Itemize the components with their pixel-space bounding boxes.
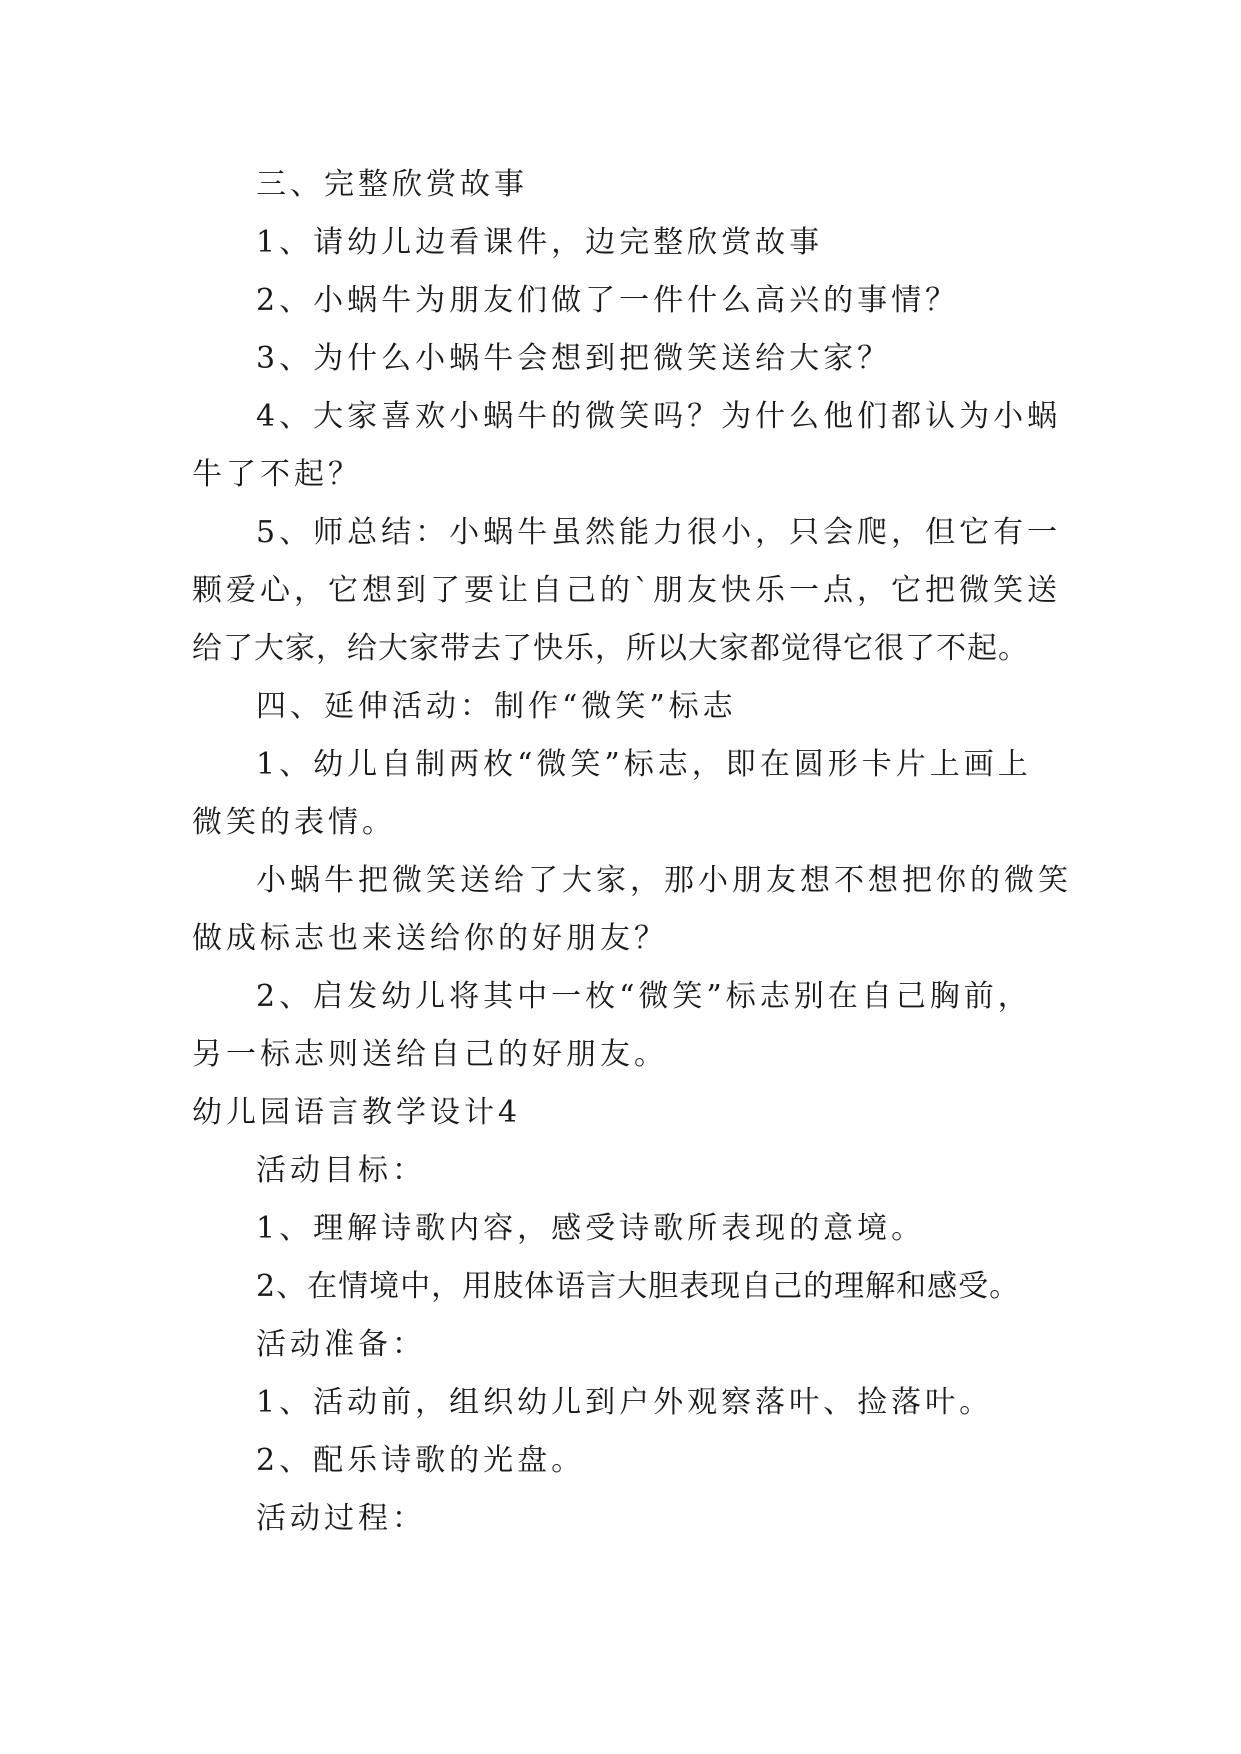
paragraph-line: 2、小蜗牛为朋友们做了一件什么高兴的事情？ xyxy=(256,283,960,318)
paragraph-line: 1、活动前，组织幼儿到户外观察落叶、捡落叶。 xyxy=(256,1385,994,1420)
paragraph-line: 做成标志也来送给你的好朋友？ xyxy=(192,921,668,956)
paragraph-line: 2、配乐诗歌的光盘。 xyxy=(256,1443,586,1478)
paragraph-line: 牛了不起？ xyxy=(192,457,362,492)
document-section-title: 幼儿园语言教学设计4 xyxy=(192,1095,522,1130)
paragraph-line: 微笑的表情。 xyxy=(192,805,396,840)
paragraph-line: 4、大家喜欢小蜗牛的微笑吗？为什么他们都认为小蜗 xyxy=(256,399,1062,434)
paragraph-line: 颗爱心，它想到了要让自己的`朋友快乐一点，它把微笑送 xyxy=(192,573,1061,608)
paragraph-line: 5、师总结：小蜗牛虽然能力很小，只会爬，但它有一 xyxy=(256,515,1062,550)
subheading-activity-goals: 活动目标： xyxy=(256,1153,426,1188)
paragraph-line: 2、在情境中，用肢体语言大胆表现自己的理解和感受。 xyxy=(256,1269,1021,1304)
document-body xyxy=(192,156,1072,1548)
subheading-activity-preparation: 活动准备： xyxy=(256,1327,426,1362)
section-heading-3: 三、完整欣赏故事 xyxy=(256,167,528,202)
paragraph-line: 3、为什么小蜗牛会想到把微笑送给大家？ xyxy=(256,341,892,376)
paragraph-line: 小蜗牛把微笑送给了大家，那小朋友想不想把你的微笑 xyxy=(256,863,1072,898)
paragraph-line: 1、请幼儿边看课件，边完整欣赏故事 xyxy=(256,225,824,260)
paragraph-line: 1、理解诗歌内容，感受诗歌所表现的意境。 xyxy=(256,1211,926,1246)
subheading-activity-process: 活动过程： xyxy=(256,1501,426,1536)
paragraph-line: 1、幼儿自制两枚“微笑”标志，即在圆形卡片上画上 xyxy=(256,747,1032,782)
paragraph-line: 给了大家，给大家带去了快乐，所以大家都觉得它很了不起。 xyxy=(192,631,1029,666)
paragraph-line: 2、启发幼儿将其中一枚“微笑”标志别在自己胸前， xyxy=(256,979,1032,1014)
paragraph-line: 另一标志则送给自己的好朋友。 xyxy=(192,1037,668,1072)
section-heading-4: 四、延伸活动：制作“微笑”标志 xyxy=(256,689,737,724)
